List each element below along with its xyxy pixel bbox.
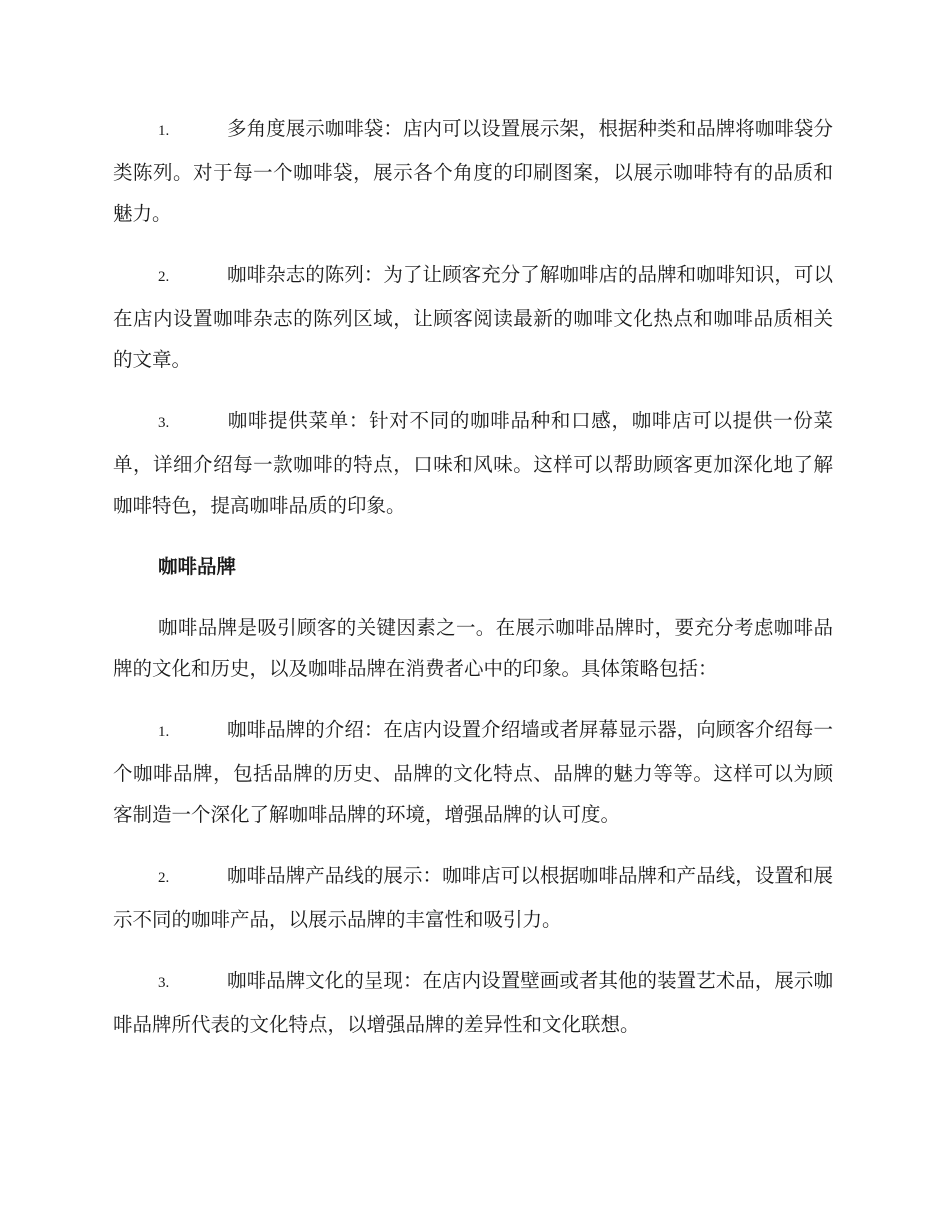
list-item [113,400,833,526]
list-number: 3. [158,415,170,431]
list-item-text: 咖啡品牌产品线的展示：咖啡店可以根据咖啡品牌和产品线，设置和展示不同的咖啡产品，以展示品牌的丰富性和吸引力。 [113,864,833,931]
section-intro-paragraph: 咖啡品牌是吸引顾客的关键因素之一。在展示咖啡品牌时，要充分考虑咖啡品牌的文化和历史，以及咖啡品牌在消费者心中的印象。具体策略包括： [113,616,833,680]
list-item [113,254,833,380]
section-heading: 咖啡品牌 [158,555,237,578]
list-item-text: 咖啡提供菜单：针对不同的咖啡品种和口感，咖啡店可以提供一份菜单，详细介绍每一款咖啡的特点，口味和风味。这样可以帮助顾客更加深化地了解咖啡特色，提高咖啡品质的印象。 [113,409,833,517]
list-item-text: 多角度展示咖啡袋：店内可以设置展示架，根据种类和品牌将咖啡袋分类陈列。对于每一个咖啡袋，展示各个角度的印刷图案，以展示咖啡特有的品质和魅力。 [113,117,833,225]
list-item-text: 咖啡杂志的陈列：为了让顾客充分了解咖啡店的品牌和咖啡知识，可以在店内设置咖啡杂志的陈列区域，让顾客阅读最新的咖啡文化热点和咖啡品质相关的文章。 [113,263,833,371]
list-number: 1. [158,123,170,139]
list-number: 3. [158,975,170,991]
document-page [113,108,833,1065]
list-number: 2. [158,870,170,886]
list-item-text: 咖啡品牌文化的呈现：在店内设置壁画或者其他的装置艺术品，展示咖啡品牌所代表的文化特点，以增强品牌的差异性和文化联想。 [113,969,833,1036]
list-number: 1. [158,724,170,740]
list-item [113,960,833,1045]
list-item-text: 咖啡品牌的介绍：在店内设置介绍墙或者屏幕显示器，向顾客介绍每一个咖啡品牌，包括品牌的历史、品牌的文化特点、品牌的魅力等等。这样可以为顾客制造一个深化了解咖啡品牌的环境，增强品牌的认可度。 [113,718,833,826]
list-item [113,855,833,940]
list-number: 2. [158,269,170,285]
list-item [113,709,833,835]
list-item [113,108,833,234]
